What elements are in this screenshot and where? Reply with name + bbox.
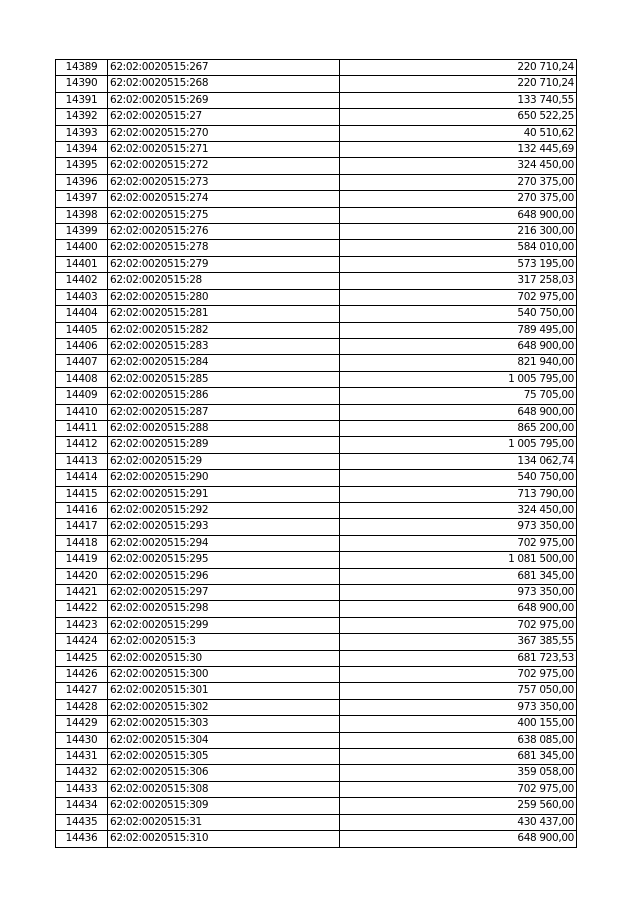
table-row — [56, 404, 577, 420]
cadastral-number-cell: 62:02:0020515:301 — [108, 683, 340, 699]
cadastral-value-cell: 400 155,00 — [340, 716, 577, 732]
row-number-cell: 14406 — [56, 338, 108, 354]
cadastral-value-table — [55, 59, 577, 848]
row-number-cell: 14414 — [56, 470, 108, 486]
table-row — [56, 158, 577, 174]
cadastral-number-cell: 62:02:0020515:270 — [108, 125, 340, 141]
row-number-cell: 14411 — [56, 420, 108, 436]
cadastral-value-cell: 821 940,00 — [340, 355, 577, 371]
table-row — [56, 568, 577, 584]
table-row — [56, 92, 577, 108]
cadastral-number-cell: 62:02:0020515:272 — [108, 158, 340, 174]
table-row — [56, 765, 577, 781]
cadastral-value-cell: 713 790,00 — [340, 486, 577, 502]
cadastral-value-cell: 359 058,00 — [340, 765, 577, 781]
cadastral-number-cell: 62:02:0020515:303 — [108, 716, 340, 732]
cadastral-number-cell: 62:02:0020515:302 — [108, 699, 340, 715]
row-number-cell: 14432 — [56, 765, 108, 781]
table-row — [56, 388, 577, 404]
cadastral-value-cell: 973 350,00 — [340, 699, 577, 715]
table-row — [56, 355, 577, 371]
cadastral-value-cell: 573 195,00 — [340, 256, 577, 272]
cadastral-value-cell: 702 975,00 — [340, 781, 577, 797]
row-number-cell: 14400 — [56, 240, 108, 256]
row-number-cell: 14426 — [56, 667, 108, 683]
table-row — [56, 535, 577, 551]
cadastral-value-cell: 648 900,00 — [340, 338, 577, 354]
cadastral-value-cell: 220 710,24 — [340, 60, 577, 76]
cadastral-value-cell: 324 450,00 — [340, 502, 577, 518]
cadastral-value-cell: 40 510,62 — [340, 125, 577, 141]
row-number-cell: 14410 — [56, 404, 108, 420]
cadastral-value-cell: 317 258,03 — [340, 273, 577, 289]
cadastral-number-cell: 62:02:0020515:28 — [108, 273, 340, 289]
table-row — [56, 306, 577, 322]
row-number-cell: 14401 — [56, 256, 108, 272]
cadastral-number-cell: 62:02:0020515:295 — [108, 552, 340, 568]
cadastral-value-cell: 584 010,00 — [340, 240, 577, 256]
row-number-cell: 14395 — [56, 158, 108, 174]
table-row — [56, 371, 577, 387]
cadastral-number-cell: 62:02:0020515:280 — [108, 289, 340, 305]
cadastral-value-cell: 430 437,00 — [340, 814, 577, 830]
table-row — [56, 634, 577, 650]
row-number-cell: 14431 — [56, 749, 108, 765]
table-row — [56, 601, 577, 617]
row-number-cell: 14404 — [56, 306, 108, 322]
row-number-cell: 14390 — [56, 76, 108, 92]
cadastral-value-cell: 540 750,00 — [340, 306, 577, 322]
cadastral-number-cell: 62:02:0020515:284 — [108, 355, 340, 371]
cadastral-number-cell: 62:02:0020515:276 — [108, 224, 340, 240]
table-row — [56, 142, 577, 158]
cadastral-number-cell: 62:02:0020515:290 — [108, 470, 340, 486]
row-number-cell: 14435 — [56, 814, 108, 830]
table-row — [56, 732, 577, 748]
table-row — [56, 191, 577, 207]
table-row — [56, 716, 577, 732]
table-row — [56, 519, 577, 535]
cadastral-number-cell: 62:02:0020515:291 — [108, 486, 340, 502]
cadastral-value-cell: 681 345,00 — [340, 568, 577, 584]
cadastral-number-cell: 62:02:0020515:286 — [108, 388, 340, 404]
table-row — [56, 322, 577, 338]
table-row — [56, 240, 577, 256]
table-row — [56, 470, 577, 486]
cadastral-value-cell: 259 560,00 — [340, 798, 577, 814]
row-number-cell: 14398 — [56, 207, 108, 223]
cadastral-value-cell: 702 975,00 — [340, 535, 577, 551]
cadastral-number-cell: 62:02:0020515:279 — [108, 256, 340, 272]
cadastral-value-cell: 1 005 795,00 — [340, 371, 577, 387]
table-row — [56, 76, 577, 92]
row-number-cell: 14408 — [56, 371, 108, 387]
cadastral-number-cell: 62:02:0020515:296 — [108, 568, 340, 584]
cadastral-value-cell: 702 975,00 — [340, 667, 577, 683]
cadastral-number-cell: 62:02:0020515:31 — [108, 814, 340, 830]
cadastral-value-cell: 681 723,53 — [340, 650, 577, 666]
row-number-cell: 14402 — [56, 273, 108, 289]
row-number-cell: 14417 — [56, 519, 108, 535]
table-row — [56, 650, 577, 666]
cadastral-number-cell: 62:02:0020515:298 — [108, 601, 340, 617]
row-number-cell: 14407 — [56, 355, 108, 371]
row-number-cell: 14397 — [56, 191, 108, 207]
table-row — [56, 207, 577, 223]
table-row — [56, 502, 577, 518]
table-row — [56, 60, 577, 76]
cadastral-number-cell: 62:02:0020515:268 — [108, 76, 340, 92]
row-number-cell: 14393 — [56, 125, 108, 141]
cadastral-number-cell: 62:02:0020515:293 — [108, 519, 340, 535]
cadastral-value-cell: 270 375,00 — [340, 174, 577, 190]
row-number-cell: 14428 — [56, 699, 108, 715]
cadastral-number-cell: 62:02:0020515:308 — [108, 781, 340, 797]
cadastral-number-cell: 62:02:0020515:299 — [108, 617, 340, 633]
cadastral-value-cell: 702 975,00 — [340, 289, 577, 305]
row-number-cell: 14392 — [56, 109, 108, 125]
table-row — [56, 289, 577, 305]
cadastral-value-cell: 216 300,00 — [340, 224, 577, 240]
cadastral-value-cell: 650 522,25 — [340, 109, 577, 125]
row-number-cell: 14416 — [56, 502, 108, 518]
cadastral-number-cell: 62:02:0020515:294 — [108, 535, 340, 551]
table-row — [56, 174, 577, 190]
table-row — [56, 224, 577, 240]
table-row — [56, 437, 577, 453]
cadastral-number-cell: 62:02:0020515:304 — [108, 732, 340, 748]
table-row — [56, 338, 577, 354]
cadastral-number-cell: 62:02:0020515:30 — [108, 650, 340, 666]
table-row — [56, 749, 577, 765]
row-number-cell: 14391 — [56, 92, 108, 108]
row-number-cell: 14434 — [56, 798, 108, 814]
cadastral-value-cell: 270 375,00 — [340, 191, 577, 207]
row-number-cell: 14425 — [56, 650, 108, 666]
row-number-cell: 14419 — [56, 552, 108, 568]
table-row — [56, 125, 577, 141]
table-row — [56, 420, 577, 436]
row-number-cell: 14427 — [56, 683, 108, 699]
cadastral-value-cell: 367 385,55 — [340, 634, 577, 650]
table-row — [56, 552, 577, 568]
cadastral-number-cell: 62:02:0020515:282 — [108, 322, 340, 338]
table-row — [56, 617, 577, 633]
table-row — [56, 109, 577, 125]
cadastral-number-cell: 62:02:0020515:285 — [108, 371, 340, 387]
cadastral-number-cell: 62:02:0020515:310 — [108, 831, 340, 847]
row-number-cell: 14394 — [56, 142, 108, 158]
row-number-cell: 14413 — [56, 453, 108, 469]
row-number-cell: 14421 — [56, 585, 108, 601]
cadastral-number-cell: 62:02:0020515:289 — [108, 437, 340, 453]
cadastral-value-cell: 648 900,00 — [340, 601, 577, 617]
cadastral-number-cell: 62:02:0020515:275 — [108, 207, 340, 223]
table-row — [56, 273, 577, 289]
cadastral-value-cell: 648 900,00 — [340, 404, 577, 420]
row-number-cell: 14399 — [56, 224, 108, 240]
cadastral-value-cell: 648 900,00 — [340, 831, 577, 847]
cadastral-number-cell: 62:02:0020515:267 — [108, 60, 340, 76]
row-number-cell: 14422 — [56, 601, 108, 617]
table-row — [56, 699, 577, 715]
row-number-cell: 14433 — [56, 781, 108, 797]
cadastral-value-cell: 133 740,55 — [340, 92, 577, 108]
cadastral-value-cell: 132 445,69 — [340, 142, 577, 158]
table-row — [56, 453, 577, 469]
cadastral-number-cell: 62:02:0020515:271 — [108, 142, 340, 158]
cadastral-number-cell: 62:02:0020515:278 — [108, 240, 340, 256]
row-number-cell: 14412 — [56, 437, 108, 453]
cadastral-value-cell: 648 900,00 — [340, 207, 577, 223]
cadastral-number-cell: 62:02:0020515:283 — [108, 338, 340, 354]
cadastral-value-cell: 75 705,00 — [340, 388, 577, 404]
cadastral-number-cell: 62:02:0020515:300 — [108, 667, 340, 683]
cadastral-value-cell: 134 062,74 — [340, 453, 577, 469]
table-row — [56, 667, 577, 683]
table-body — [56, 60, 577, 848]
cadastral-value-cell: 973 350,00 — [340, 585, 577, 601]
row-number-cell: 14403 — [56, 289, 108, 305]
cadastral-value-cell: 702 975,00 — [340, 617, 577, 633]
row-number-cell: 14415 — [56, 486, 108, 502]
row-number-cell: 14430 — [56, 732, 108, 748]
cadastral-value-cell: 220 710,24 — [340, 76, 577, 92]
table-row — [56, 486, 577, 502]
table-row — [56, 683, 577, 699]
cadastral-value-cell: 324 450,00 — [340, 158, 577, 174]
row-number-cell: 14389 — [56, 60, 108, 76]
cadastral-number-cell: 62:02:0020515:27 — [108, 109, 340, 125]
cadastral-number-cell: 62:02:0020515:273 — [108, 174, 340, 190]
cadastral-value-cell: 757 050,00 — [340, 683, 577, 699]
table-row — [56, 831, 577, 847]
cadastral-number-cell: 62:02:0020515:281 — [108, 306, 340, 322]
cadastral-value-cell: 540 750,00 — [340, 470, 577, 486]
cadastral-number-cell: 62:02:0020515:274 — [108, 191, 340, 207]
table-row — [56, 798, 577, 814]
table-row — [56, 781, 577, 797]
table-row — [56, 256, 577, 272]
cadastral-number-cell: 62:02:0020515:29 — [108, 453, 340, 469]
row-number-cell: 14436 — [56, 831, 108, 847]
cadastral-value-cell: 681 345,00 — [340, 749, 577, 765]
cadastral-number-cell: 62:02:0020515:297 — [108, 585, 340, 601]
cadastral-value-cell: 865 200,00 — [340, 420, 577, 436]
row-number-cell: 14423 — [56, 617, 108, 633]
row-number-cell: 14396 — [56, 174, 108, 190]
cadastral-value-cell: 1 005 795,00 — [340, 437, 577, 453]
cadastral-number-cell: 62:02:0020515:269 — [108, 92, 340, 108]
cadastral-number-cell: 62:02:0020515:288 — [108, 420, 340, 436]
cadastral-number-cell: 62:02:0020515:292 — [108, 502, 340, 518]
cadastral-number-cell: 62:02:0020515:287 — [108, 404, 340, 420]
row-number-cell: 14420 — [56, 568, 108, 584]
table-row — [56, 814, 577, 830]
cadastral-number-cell: 62:02:0020515:3 — [108, 634, 340, 650]
cadastral-value-cell: 973 350,00 — [340, 519, 577, 535]
table-row — [56, 585, 577, 601]
cadastral-value-cell: 789 495,00 — [340, 322, 577, 338]
row-number-cell: 14429 — [56, 716, 108, 732]
row-number-cell: 14405 — [56, 322, 108, 338]
cadastral-value-cell: 1 081 500,00 — [340, 552, 577, 568]
cadastral-number-cell: 62:02:0020515:309 — [108, 798, 340, 814]
cadastral-number-cell: 62:02:0020515:306 — [108, 765, 340, 781]
cadastral-value-cell: 638 085,00 — [340, 732, 577, 748]
row-number-cell: 14418 — [56, 535, 108, 551]
cadastral-number-cell: 62:02:0020515:305 — [108, 749, 340, 765]
row-number-cell: 14424 — [56, 634, 108, 650]
row-number-cell: 14409 — [56, 388, 108, 404]
